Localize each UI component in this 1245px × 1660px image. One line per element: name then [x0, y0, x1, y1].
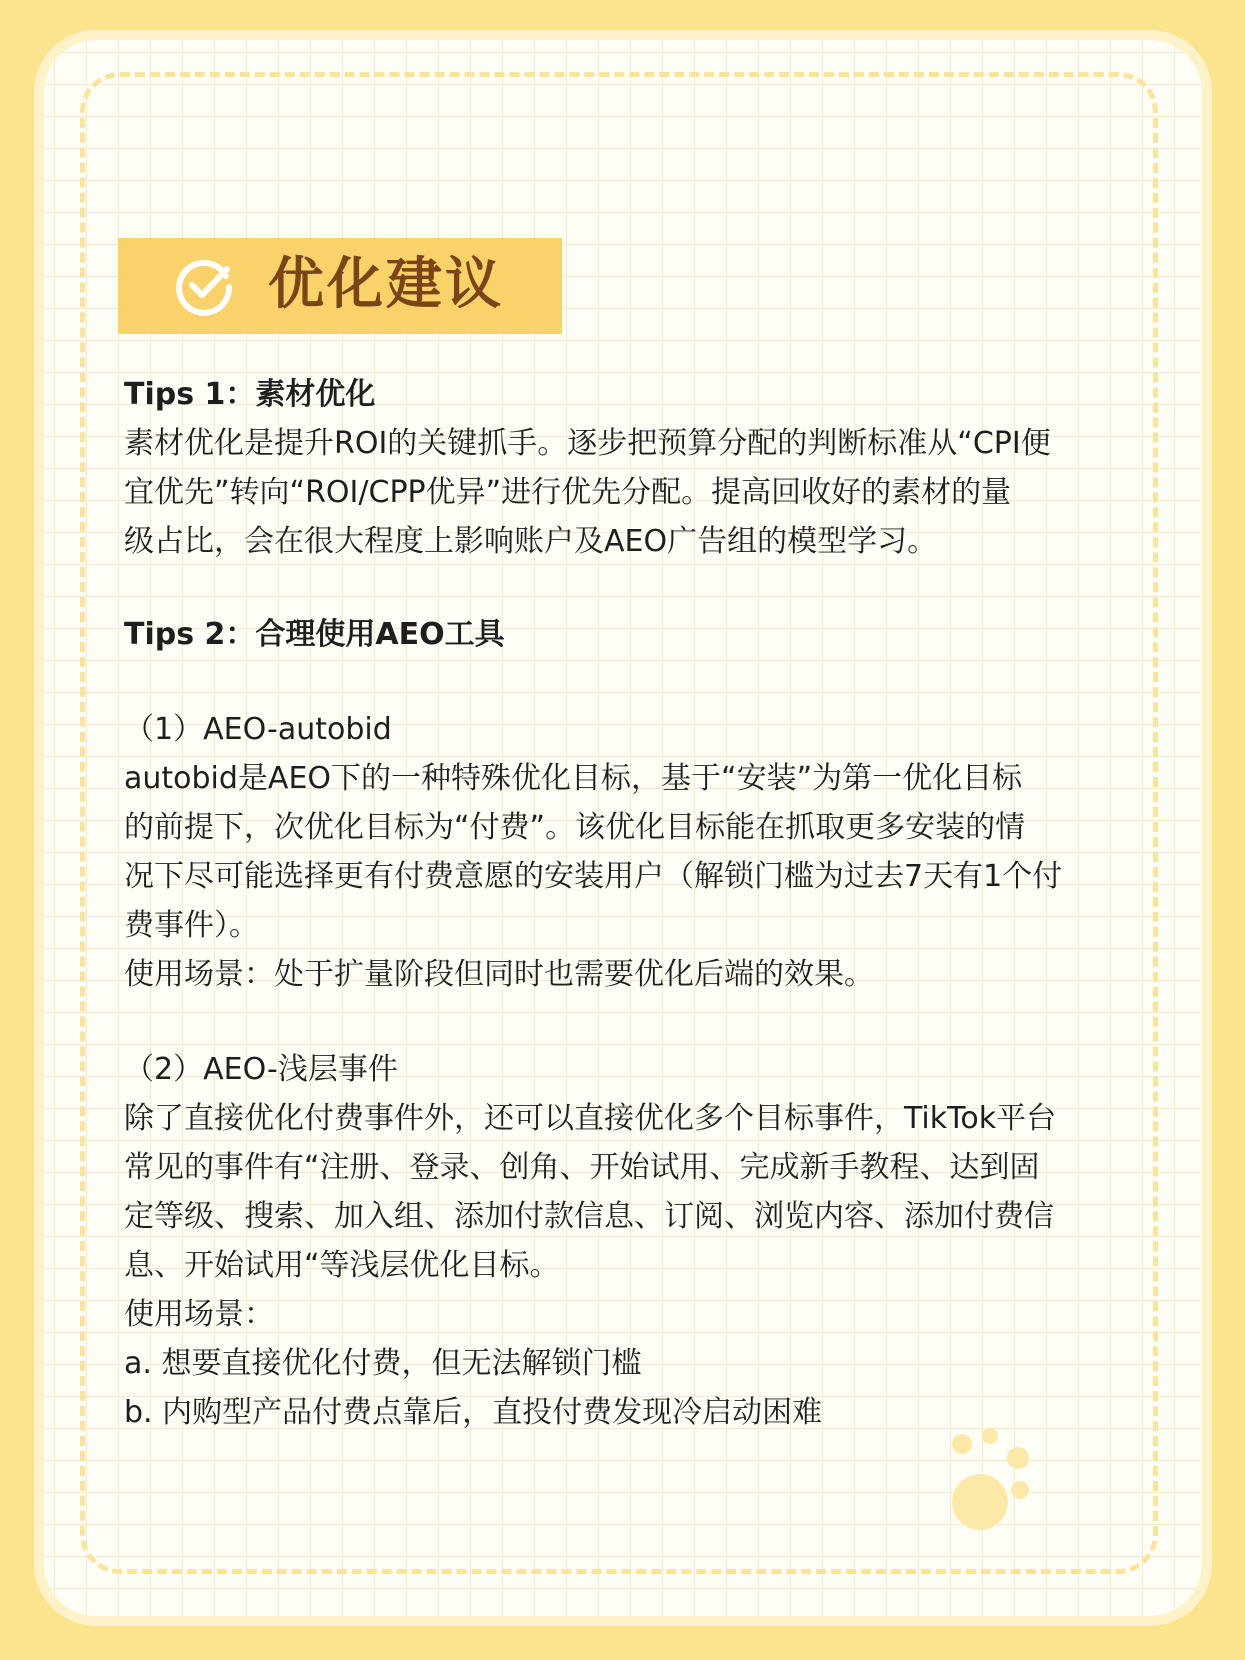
check-circle-icon [172, 254, 236, 318]
tip1-line: 级占比，会在很大程度上影响账户及AEO广告组的模型学习。 [124, 524, 938, 559]
section2-line: 定等级、搜索、加入组、添加付款信息、订阅、浏览内容、添加付费信 [124, 1199, 1054, 1234]
spacer [124, 999, 1134, 1045]
section2-line: 常见的事件有“注册、登录、创角、开始试用、完成新手教程、达到固 [124, 1150, 1040, 1185]
content [124, 370, 1134, 1437]
section2-title: （2）AEO-浅层事件 [124, 1052, 398, 1087]
section2-line: 除了直接优化付费事件外，还可以直接优化多个目标事件，TikTok平台 [124, 1101, 1057, 1136]
section1-line: 的前提下，次优化目标为“付费”。该优化目标能在抓取更多安装的情 [124, 810, 1026, 845]
section2-usage-a: a. 想要直接优化付费，但无法解锁门槛 [124, 1346, 642, 1381]
section2-usage-label: 使用场景： [124, 1297, 274, 1332]
section1-usage: 使用场景：处于扩量阶段但同时也需要优化后端的效果。 [124, 957, 874, 992]
banner-title: 优化建议 [268, 252, 504, 317]
section1-line: 况下尽可能选择更有付费意愿的安装用户（解锁门槛为过去7天有1个付 [124, 859, 1063, 894]
tip1-line: 素材优化是提升ROI的关键抓手。逐步把预算分配的判断标准从“CPI便 [124, 426, 1051, 461]
tip1-heading: Tips 1：素材优化 [124, 377, 376, 412]
section2-usage-b: b. 内购型产品付费点靠后，直投付费发现冷启动困难 [124, 1395, 823, 1430]
spacer [124, 659, 1134, 705]
section-banner [118, 238, 562, 334]
paw-print-icon [940, 1428, 1050, 1538]
tip1-line: 宜优先”转向“ROI/CPP优异”进行优先分配。提高回收好的素材的量 [124, 475, 1012, 510]
section1-line: 费事件）。 [124, 908, 259, 943]
section1-title: （1）AEO-autobid [124, 712, 392, 747]
section1-line: autobid是AEO下的一种特殊优化目标，基于“安装”为第一优化目标 [124, 761, 1023, 796]
spacer [124, 566, 1134, 610]
section2-line: 息、开始试用“等浅层优化目标。 [124, 1248, 560, 1283]
tip2-heading: Tips 2：合理使用AEO工具 [124, 617, 505, 652]
